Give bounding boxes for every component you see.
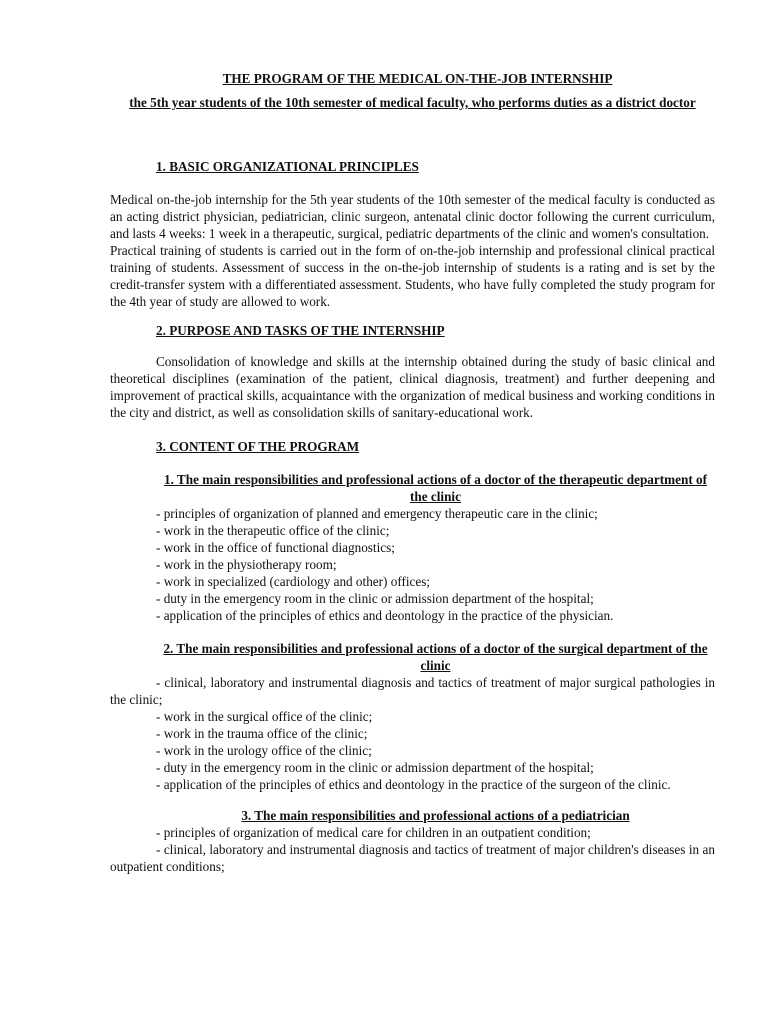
list-item: - duty in the emergency room in the clinic or admission department of the hospital; [156, 760, 594, 775]
subsection-3-list [110, 824, 715, 875]
list-item: - clinical, laboratory and instrumental diagnosis and tactics of treatment of major children's diseases in an outpatient conditions; [110, 842, 715, 874]
section-3-heading: 3. CONTENT OF THE PROGRAM [156, 439, 360, 454]
subsection-2-list [110, 674, 715, 793]
section-2-heading: 2. PURPOSE AND TASKS OF THE INTERNSHIP [156, 323, 445, 338]
list-item: - work in the urology office of the clinic; [156, 743, 372, 758]
section-1-heading: 1. BASIC ORGANIZATIONAL PRINCIPLES [156, 159, 419, 174]
section-1-paragraph-2: Practical training of students is carried out in the form of on-the-job internship and professional clinical practical training of students. Assessment of success in the on-the-job internship of students is a rating and is set by the credit-transfer system with a differentiated assessment. Students, who have fully completed the study program for the 4th year of study are allowed to work. [110, 243, 715, 309]
list-item: - work in the physiotherapy room; [156, 557, 337, 572]
subsection-2-heading: 2. The main responsibilities and professional actions of a doctor of the surgical department of the clinic [163, 641, 708, 673]
list-item: - duty in the emergency room in the clinic or admission department of the hospital; [156, 591, 594, 606]
list-item: - work in specialized (cardiology and other) offices; [156, 574, 431, 589]
document-page [110, 70, 715, 875]
list-item: - work in the surgical office of the clinic; [156, 709, 373, 724]
subsection-1-list [110, 505, 715, 624]
list-item: - application of the principles of ethics and deontology in the practice of the surgeon of the clinic. [156, 777, 671, 792]
document-title: THE PROGRAM OF THE MEDICAL ON-THE-JOB INTERNSHIP [222, 71, 613, 86]
subsection-1-heading: 1. The main responsibilities and professional actions of a doctor of the therapeutic department of the clinic [163, 472, 707, 504]
section-1-paragraph-1: Medical on-the-job internship for the 5th year students of the 10th semester of the medical faculty is conducted as an acting district physician, pediatrician, clinic surgeon, antenatal clinic doctor following the current curriculum, and lasts 4 weeks: 1 week in a therapeutic, surgical, pediatric departments of the clinic and women's consultation. [110, 192, 715, 241]
list-item: - principles of organization of planned and emergency therapeutic care in the clinic; [156, 506, 598, 521]
list-item: - work in the trauma office of the clinic; [156, 726, 368, 741]
list-item: - clinical, laboratory and instrumental diagnosis and tactics of treatment of major surgical pathologies in the clinic; [110, 675, 715, 707]
section-2-paragraph: Consolidation of knowledge and skills at the internship obtained during the study of basic clinical and theoretical disciplines (examination of the patient, clinical diagnosis, treatment) and further deepening and improvement of practical skills, acquaintance with the organization of medical business and working conditions in the city and district, as well as consolidation skills of sanitary-educational work. [110, 354, 715, 420]
list-item: - work in the office of functional diagnostics; [156, 540, 395, 555]
list-item: - work in the therapeutic office of the clinic; [156, 523, 390, 538]
list-item: - principles of organization of medical care for children in an outpatient condition; [156, 825, 591, 840]
subsection-3-heading: 3. The main responsibilities and professional actions of a pediatrician [241, 808, 630, 823]
list-item: - application of the principles of ethics and deontology in the practice of the physician. [156, 608, 614, 623]
document-subtitle: the 5th year students of the 10th semester of medical faculty, who performs duties as a district doctor [129, 95, 696, 110]
